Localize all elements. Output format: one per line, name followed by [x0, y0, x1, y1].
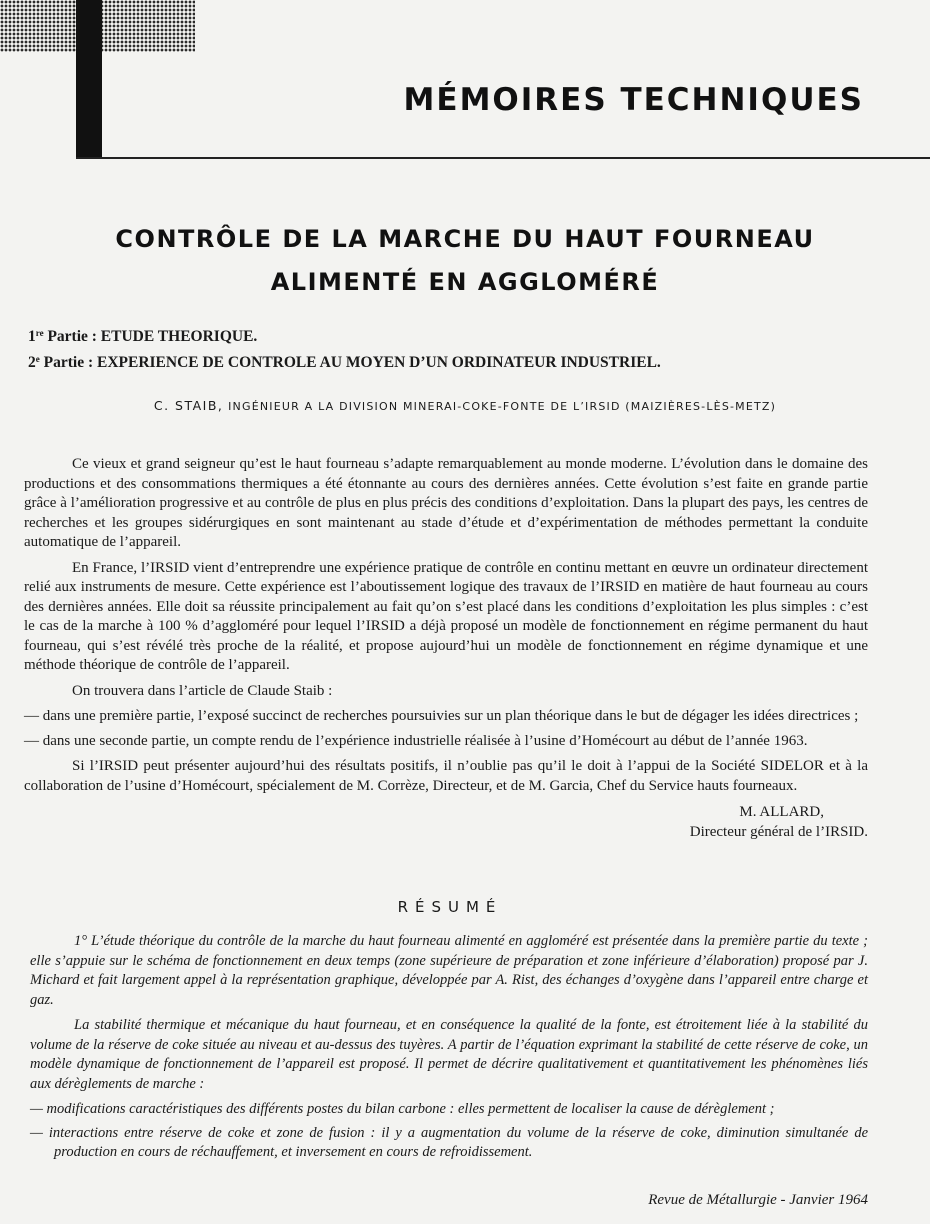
- journal-footer: Revue de Métallurgie - Janvier 1964: [648, 1192, 868, 1208]
- author-name: C. STAIB,: [153, 398, 224, 413]
- part-2: [28, 348, 661, 374]
- part-1-number: 1: [28, 328, 36, 345]
- article-title-line-1: CONTRÔLE DE LA MARCHE DU HAUT FOURNEAU: [115, 225, 815, 253]
- resume-list: [30, 1100, 868, 1163]
- header-rule: [76, 157, 930, 159]
- author-affiliation: INGÉNIEUR A LA DIVISION MINERAI-COKE-FONTE DE L’IRSID (MAIZIÈRES-LÈS-METZ): [228, 400, 777, 413]
- part-2-ordinal: e: [35, 354, 40, 364]
- part-1-label: Partie : ETUDE THEORIQUE.: [47, 328, 258, 345]
- part-2-number: 2: [28, 354, 36, 371]
- part-1-ordinal: re: [35, 328, 44, 338]
- intro-paragraph-2: En France, l’IRSID vient d’entreprendre une expérience pratique de contrôle en continu mettant en œuvre un ordinateur directement relié aux instruments de mesure. Cette expérience est l’aboutissement logique des travaux de l’IRSID en matière de haut fourneau au cours des dernières années. Elle doit sa réussite principalement au fait qu’on s’est placé dans les conditions d’exploitation les plus simples : c’est le cas de la marche à 100 % d’aggloméré pour lequel l’IRSID a déjà proposé un modèle de fonctionnement en régime permanent du haut fourneau, qui s’est révélé très proche de la réalité, et propose aujourd’hui un modèle de fonctionnement en régime dynamique et une méthode théorique de contrôle de l’appareil.: [24, 559, 868, 673]
- intro-text: [24, 455, 868, 848]
- intro-paragraph-3: On trouvera dans l’article de Claude Staib :: [72, 682, 333, 699]
- resume-heading: RÉSUMÉ: [397, 898, 503, 916]
- author-line: [0, 398, 930, 413]
- article-title-line-2: ALIMENTÉ EN AGGLOMÉRÉ: [270, 268, 660, 296]
- resume-list-item-2: — interactions entre réserve de coke et zone de fusion : il y a augmentation du volume de la réserve de coke, diminution simultanée de production en cours de réchauffement, et inversement en cours de refroidissement.: [30, 1124, 868, 1160]
- intro-list: [24, 707, 868, 751]
- resume-text: [30, 932, 868, 1167]
- intro-list-item-2: — dans une seconde partie, un compte rendu de l’expérience industrielle réalisée à l’usine d’Homécourt au début de l’année 1963.: [24, 732, 808, 749]
- header-black-bar: [76, 0, 102, 158]
- resume-paragraph-2: La stabilité thermique et mécanique du haut fourneau, et en conséquence la qualité de la fonte, est étroitement liée à la stabilité du volume de la réserve de coke située au niveau et au-dessus des tuyères. A partir de l’équation exprimant la stabilité de cette réserve de coke, un modèle dynamique de fonctionnement de l’appareil est proposé. Il permet de décrire qualitativement et quantitativement les phénomènes liés aux dérèglements de marche :: [30, 1017, 868, 1092]
- intro-list-item-1: — dans une première partie, l’exposé succinct de recherches poursuivies sur un plan théorique dans le but de dégager les idées directrices ;: [24, 708, 859, 724]
- signature-name: M. ALLARD,: [739, 804, 824, 820]
- intro-paragraph-4: Si l’IRSID peut présenter aujourd’hui des résultats positifs, il n’oublie pas qu’il le doit à l’appui de la Société SIDELOR et à la collaboration de l’usine d’Homécourt, spécialement de M. Corrèze, Directeur, et de M. Garcia, Chef du Service hauts fourneaux.: [24, 758, 868, 794]
- intro-paragraph-1: Ce vieux et grand seigneur qu’est le haut fourneau s’adapte remarquablement au monde moderne. L’évolution dans le domaine des productions et des consommations thermiques a été étonnante au cours des dernières années. Cette évolution s’est faite en grande partie grâce à l’amélioration progressive et au contrôle de plus en plus précis des conditions d’exploitation. Dans la plupart des pays, les centres de recherches et les groupes sidérurgiques en sont maintenant au stade d’étude et d’expérimentation de méthodes permettant la conduite automatique de l’appareil.: [24, 456, 868, 550]
- article-parts: [28, 322, 661, 374]
- signature: [24, 802, 868, 842]
- part-1: [28, 322, 661, 348]
- article-title: [22, 218, 908, 304]
- section-title: MÉMOIRES TECHNIQUES: [403, 82, 864, 118]
- signature-title: Directeur général de l’IRSID.: [689, 824, 868, 840]
- resume-list-item-1: — modifications caractéristiques des différents postes du bilan carbone : elles permettent de localiser la cause de dérèglement ;: [30, 1101, 775, 1117]
- part-2-label: Partie : EXPERIENCE DE CONTROLE AU MOYEN D’UN ORDINATEUR INDUSTRIEL.: [43, 354, 661, 371]
- resume-paragraph-1: 1° L’étude théorique du contrôle de la marche du haut fourneau alimenté en aggloméré est présentée dans la première partie du texte ; elle s’appuie sur le schéma de fonctionnement en deux temps (zone supérieure de préparation et zone inférieure d’élaboration) proposé par J. Michard et fait largement appel à la représentation graphique, développée par A. Rist, des échanges d’oxygène dans l’appareil entre charge et gaz.: [30, 933, 868, 1008]
